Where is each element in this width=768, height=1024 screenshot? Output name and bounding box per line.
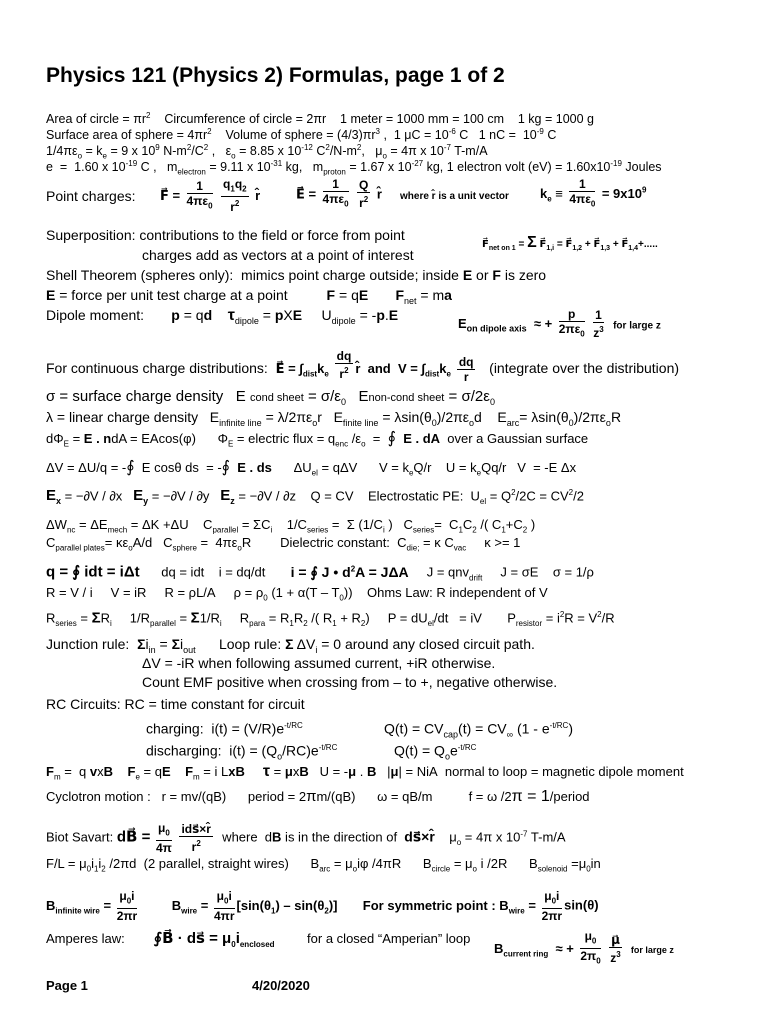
formula-line-particles: e = 1.60 x $10^{-19}$ C , $m_{electron} = 9.11$ x $10^{-31}$ kg, $m_{proton} = 1.67$ x $10^{-27}$ kg, 1 electron volt $(eV) = 1.60x10^{-19}$ Joules: [46, 159, 662, 177]
rc-discharging-charge: $Q(t) = Q_oe^{-t/RC}$: [394, 742, 477, 762]
continuous-distribution: For continuous charge distributions: E⃗ = $\int_{dist}k_e$ $\frac{dq}{r^2}$ r̂ and $V = \int_{dist}k_e$ $\frac{dq}{r}$ (integrate over the distribution): [46, 348, 680, 384]
magnetic-force-torque: $F_m = q$ vxB $F_e$ = qE $F_m = i$ LxB τ = μxB U = -μ . B |μ| = NiA normal to loop = magnetic dipole moment: [46, 763, 684, 782]
ohms-law: R = V / i V = iR R = ρL/A $\rho = \rho_0$ $(1 + \alpha(T - T_0))$ Ohms Law: R independent of V: [46, 585, 548, 603]
kirchhoff-sign-emf: Count EMF positive when crossing from – to +, negative otherwise.: [142, 674, 558, 690]
capacitor-geometry: $C_{parallel plates}= \kappa\varepsilon_oA/d$ $C_{sphere} = 4\pi\varepsilon_oR$ Dielectric constant: $C_{die;} = \kappa$ $C_{vac}$ κ >= 1: [46, 535, 521, 553]
potential-difference: ΔV = ΔU/q = -∮ E cosθ ds = -∮ E . ds $\Delta U_{el} = q\Delta V$ $V = k_eQ/r$ $U = k_eQq/r$ V = -E Δx: [46, 459, 577, 478]
coulomb-force-equation: F⃗ = $\frac{1}{4\pi\varepsilon_0}$ $\frac{q_1q_2}{r^2}$ r̂: [160, 177, 261, 215]
resistor-combinations: $R_{series} = \Sigma R_i$ $1/R_{parallel} = \Sigma 1/R_i$ $R_{para} = R_1R_2$ /( $R_1 + R_2$) $P = dU_{el}/dt$ = iV $P_{resistor} = i^2R = V^2/R$: [46, 609, 615, 628]
capacitor-series-parallel: $\Delta W_{nc} = \Delta E_{mech} = \Delta K +\Delta U$ $C_{parallel} = \Sigma C_i$ $1/C_{series} = \Sigma$ ($1/C_i$ ) $C_{series}= C_1C_2$ /( $C_1+C_2$ ): [46, 517, 536, 535]
coulomb-constant-equation: $k_e$ ≡ $\frac{1}{4\pi\varepsilon_0}$ = $9x10^9$: [540, 177, 647, 209]
electric-field-definition: E = force per unit test charge at a point F = qE $F_{net}$ = ma: [46, 287, 452, 306]
superposition-line-1: Superposition: contributions to the field or force from point: [46, 227, 405, 243]
kirchhoff-rules: Junction rule: $\Sigma i_{in} = \Sigma i_{out}$ Loop rule: Σ $\Delta V_i = 0$ around any closed circuit path.: [46, 636, 535, 655]
formula-line-geometry: Area of circle = $\pi r^2$ Circumference of circle = 2πr 1 meter = 1000 mm = 100 cm 1 kg = 1000 g: [46, 111, 594, 127]
rc-charging-charge: $Q(t) = CV_{cap}(t) = CV_\infty$ $(1 - e^{-t/RC})$: [384, 720, 573, 740]
kirchhoff-sign-current: ΔV = -iR when following assumed current, +iR otherwise.: [142, 655, 496, 671]
amperes-law: Amperes law: ∮B⃗ · ds⃗ = $\mu_0i_{enclosed}$ for a closed “Amperian” loop: [46, 930, 471, 949]
dipole-axis-equation: $E_{on dipole axis}$ ≈ + $\frac{p}{2\pi\varepsilon_0}$ $\frac{1}{z^3}$ for large z: [458, 307, 661, 341]
linear-charge-density: λ = linear charge density $E_{infinite line} = \lambda/2\pi\varepsilon_or$ $E_{finite line} = \lambda\sin(\theta_0)/2\pi\varepsilon_od$ $E_{arc}= \lambda\sin(\theta_0)/2\pi\varepsilon_oR$: [46, 409, 622, 428]
current-density: q = ∮ idt = iΔt dq = idt i = dq/dt i = ∮ J • $d^2A = J\Delta A$ J = qnv$_{drift}$ J = σE σ = 1/ρ: [46, 563, 594, 583]
page-title: Physics 121 (Physics 2) Formulas, page 1 of 2: [46, 64, 505, 87]
page-number: Page 1: [46, 978, 88, 993]
electric-flux: $d\Phi_E = E$ . ndA = EAcos(φ) $\Phi_E$ = electric flux = $q_{enc}$ $/\varepsilon_o$ = ∮ E . dA over a Gaussian surface: [46, 430, 589, 449]
rc-charging: charging: $i(t) = (V/R)e^{-t/RC}$: [146, 720, 303, 737]
wire-field-equations: $B_{infinite wire}$ = $\frac{\mu_0i}{2\pi r}$ $B_{wire}$ = $\frac{\mu_0i}{4\pi r}$ $[\sin(\theta_1) - \sin(\theta_2)]$ For symmetric point : $B_{wire}$ = $\frac{\mu_0i}{2\pi r}$ sin(θ): [46, 889, 599, 924]
surface-charge-density: σ = surface charge density E cond sheet = $\sigma/\varepsilon_0$ Enon-cond sheet = $\sigma/2\varepsilon_0$: [46, 388, 495, 407]
rc-discharging: discharging: $i(t) = (Q_o/RC)e^{-t/RC}$: [146, 742, 338, 762]
shell-theorem: Shell Theorem (spheres only): mimics point charge outside; inside E or F is zero: [46, 267, 547, 283]
gradient-equations: $E_x = -\partial V / \partial x$ $E_y = -\partial V / \partial y$ $E_z = -\partial V / \partial z$ Q = CV Electrostatic PE: $U_{el} = Q^2/2C = CV^2/2$: [46, 487, 584, 507]
point-charges-label: Point charges:: [46, 188, 136, 204]
rc-circuits-heading: RC Circuits: RC = time constant for circuit: [46, 696, 305, 712]
formula-line-constants: $1/4\pi\varepsilon_o = k_e = 9$ x $10^9$ $N-m^2/C^2$ , $\varepsilon_o = 8.85$ x $10^{-12}$ $C^2/N-m^2$, $\mu_o = 4\pi$ x $10^{-7}$ T-m/A: [46, 143, 488, 161]
footer-date: 4/20/2020: [252, 978, 310, 993]
current-ring-equation: $B_{current ring}$ ≈ + $\frac{\mu_0}{2\pi_0}$ $\frac{\mu⃗}{z^3}$ for large z: [494, 929, 674, 966]
point-field-equation: E⃗ = $\frac{1}{4\pi\varepsilon_0}$ $\frac{Q}{r^2}$ r̂: [296, 177, 382, 211]
formula-line-sphere: Surface area of sphere = $4\pi r^2$ Volume of sphere = $(4/3)\pi r^3$ , 1 $\mu C = 10^{-6}$ C 1 nC = $10^{-9}$ C: [46, 127, 557, 143]
biot-savart: Biot Savart: dB⃗ = $\frac{\mu_0}{4\pi}$ $\frac{\text{ids⃗×r̂}}{r^2}$ where dB is in the direction of ds⃗×r̂ $\mu_o = 4\pi$ x $10^{-7}$ T-m/A: [46, 821, 566, 856]
superposition-equation: $F⃗_{net on 1} = \Sigma$ $F⃗_{1,i}$ = $F⃗_{1,2}$ + $F⃗_{1,3}$ + $F⃗_{1,4}+$.....: [482, 234, 658, 252]
cyclotron-motion: Cyclotron motion : r = mv/(qB) period = 2πm/(qB) ω = qB/m f = ω /2π = 1/period: [46, 788, 590, 805]
superposition-line-2: charges add as vectors at a point of interest: [142, 247, 414, 263]
unit-vector-note: where r̂ is a unit vector: [400, 191, 509, 202]
dipole-moment: Dipole moment: p = qd $\tau_{dipole}$ = pXE $U_{dipole} = -p.E$: [46, 307, 399, 326]
parallel-wires-field: $F/L = \mu_0i_1i_2$ /2πd (2 parallel, straight wires) $B_{arc} = \mu_oi\varphi$ /4πR $B_{circle} = \mu_o$ i /2R $B_{solenoid} =\mu_0in$: [46, 856, 601, 874]
